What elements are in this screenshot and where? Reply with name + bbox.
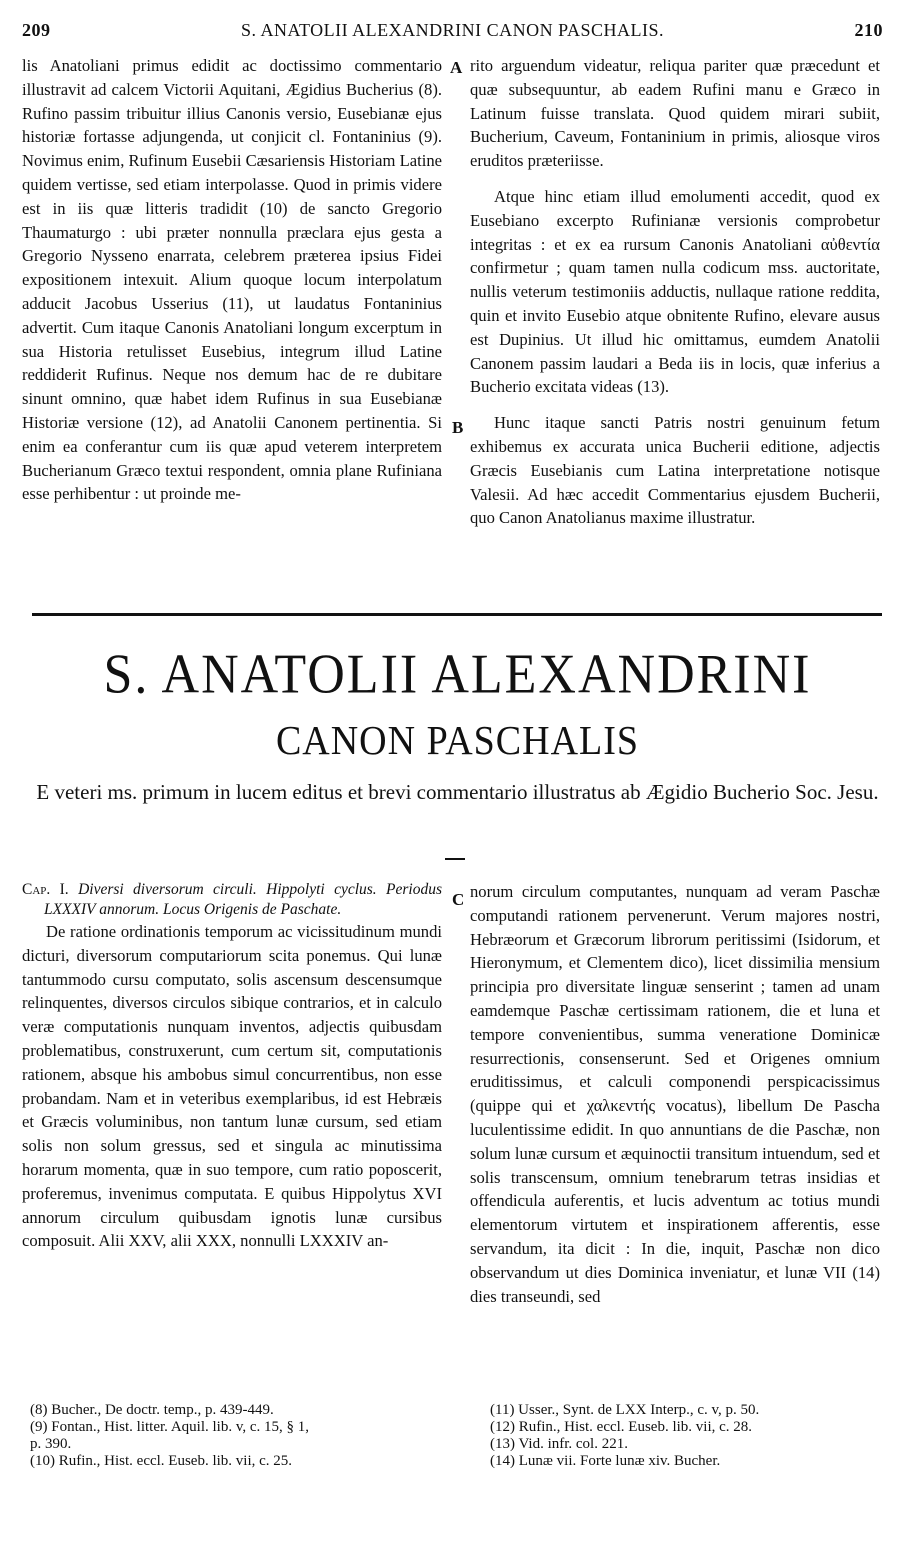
chapter-summary: Diversi diversorum circuli. Hippolyti cyclus. Periodus LXXXIV annorum. Locus Origenis de Paschate. [44, 881, 443, 918]
paragraph: Atque hinc etiam illud emolumenti accedit, quod ex Eusebiano excerpto Rufinianæ versionis comprobetur integritas : et ex ea rursum Canonis Anatoliani αὐθεντία confirmetur ; quam tamen nulla codicum mss. auctoritate, nullis veterum testimoniis adductis, nullaque ratione reddita, quin et invito Eusebio atque obnitente Rufino, elevare ausus est Dupinius. Ut illud hic omittamus, eumdem Anatolii Canonem passim laudari a Beda iis in locis, quæ inferius a Bucherio excitata videas (13). [470, 186, 880, 397]
paragraph: De ratione ordinationis temporum ac vicissitudinum mundi dicturi, diversorum computariorum scita ponemus. Qui lunæ tantummodo cursu computato, solis ascensum descensumque relinquentes, diversos circulos sibique contrarios, et in calculo veræ computationis nunquam inventos, adjectis quibusdam problematibus, construxerunt, cum certum sit, computationis rationem, absque his ambobus simul concurrentibus, non esse probandam. Nam et in veteribus exemplaribus, id est Hebræis et Græcis voluminibus, non tantum lunæ cursum, sed etiam solis non solum gressus, sed et singula ac minutissima horarum momenta, quæ in suo tempore, cum ratio poposcerit, proferemus, invenimus computata. E quibus Hippolytus XVI annorum circulum quibusdam ignotis lunæ cursibus composuit. Alii XXV, alii XXX, nonnulli LXXXIV an- [22, 922, 442, 1251]
work-subtitle: CANON PASCHALIS [275, 718, 640, 764]
footnote: (12) Rufin., Hist. eccl. Euseb. lib. vii, c. 28. [490, 1419, 753, 1435]
edition-note: E veteri ms. primum in lucem editus et brevi commentario illustratus ab Ægidio Bucherio Soc. Jesu. [36, 780, 879, 804]
running-header [22, 20, 883, 48]
paragraph: norum circulum computantes, nunquam ad veram Paschæ computandi rationem pervenerunt. Verum majores nostri, Hebræorum et Græcorum librorum peritissimi (Isidorum, et Hieronymum, et Clementem dico), licet dissimilia mensium principia pro diversitate linguæ senserint ; tamen ad unam eamdemque Paschæ certissimam rationem, die et luna et tempore convenientibus, summa veneratione Dominicæ resurrectionis, consenserunt. Sed et Origenes omnium eruditissimus, et calculi componendi perspicacissimus (quippe qui et χαλκεντής vocatus), libellum De Pascha luculentissime edidit. In quo annuntians de die Paschæ, non solum lunæ cursum et æquinoctii transitum intuendum, sed et solis transcensum, omnium tenebrarum tetras insidias et offendicula auferentis, et lucis adventum ac totius mundi elementorum virtutem et inspirationem afferentis, esse servandum, ita dicit : In die, inquit, Paschæ non dico observandum ut dies Dominica inveniatur, et lunæ VII (14) dies transeundi, sed [470, 882, 880, 1306]
paragraph: Hunc itaque sancti Patris nostri genuinum fetum exhibemus ex accurata unica Bucherii editione, adjectis Græcis Eusebianis cum Latina interpretatione notisque Valesii. Ad hæc accedit Commentarius ejusdem Bucherii, quo Canon Anatolianus maxime illustratur. [470, 413, 880, 528]
column-marker-b: B [452, 418, 464, 437]
column-marker-c: C [452, 890, 465, 909]
column-marker-a: A [450, 58, 463, 77]
footnotes-left [30, 1402, 450, 1470]
footnotes-right [490, 1402, 890, 1470]
footnote: (9) Fontan., Hist. litter. Aquil. lib. v, c. 15, § 1, [30, 1419, 310, 1435]
page-number-right: 210 [854, 20, 883, 40]
bottom-left-column [22, 880, 442, 1253]
footnote: p. 390. [30, 1436, 72, 1452]
top-left-column [22, 54, 442, 506]
top-right-column [470, 54, 880, 530]
footnote: (10) Rufin., Hist. eccl. Euseb. lib. vii, c. 25. [30, 1453, 293, 1469]
page-number-left: 209 [22, 20, 51, 40]
footnote: (14) Lunæ vii. Forte lunæ xiv. Bucher. [490, 1453, 721, 1469]
chapter-number: Cap. I. [22, 881, 69, 898]
short-rule [445, 858, 465, 860]
work-title: S. ANATOLII ALEXANDRINI [103, 643, 812, 706]
running-title: S. ANATOLII ALEXANDRINI CANON PASCHALIS. [240, 20, 665, 40]
paragraph: lis Anatoliani primus edidit ac doctissimo commentario illustravit ad calcem Victorii Aquitani, Ægidius Bucherius (8). Rufino passim tribuitur illius Canonis versio, Eusebianæ ejus historiæ fortasse adjungenda, ut conjicit cl. Fontaninius (9). Novimus enim, Rufinum Eusebii Cæsariensis Historiam Latine quidem vertisse, sed etiam interpolasse. Quod in primis videre est in iis quæ litteris tradidit (10) de sancto Gregorio Thaumaturgo : ubi præter nonnulla præclara ejus gesta a Gregorio Nysseno enarrata, celebrem præterea ipsius Fidei expositionem intexuit. Alium quoque locum interpolatum adducit Jacobus Usserius (11), ut laudatus Fontaninius advertit. Cum itaque Canonis Anatoliani longum excerptum in sua Historia retulisset Eusebius, integrum illud Latine reddiderit Rufinus. Neque nos demum hac de re dubitare sinunt omnino, quæ habet idem Rufinus in sua Eusebianæ Historiæ versione (12), ad Anatolii Canonem pertinentia. Si enim ea conferantur cum iis quæ apud veterem interpretem Bucherianum Græco textui respondent, omnia plane Rufiniana esse perhibentur : ut proinde me- [22, 56, 442, 504]
footnote: (13) Vid. infr. col. 221. [490, 1436, 628, 1452]
chapter-heading [22, 880, 442, 920]
section-divider [32, 613, 882, 616]
bottom-right-column [470, 880, 880, 1308]
footnote: (8) Bucher., De doctr. temp., p. 439-449. [30, 1402, 274, 1418]
paragraph: rito arguendum videatur, reliqua pariter quæ præcedunt et quæ subsequuntur, ab eadem Rufini manu e Græco in Latinum fuisse translata. Quod quidem mirari subiit, Bucherium, Caveum, Fontaninium in primis, aliosque viros eruditos præteriisse. [470, 56, 880, 171]
footnote: (11) Usser., Synt. de LXX Interp., c. v, p. 50. [490, 1402, 760, 1418]
